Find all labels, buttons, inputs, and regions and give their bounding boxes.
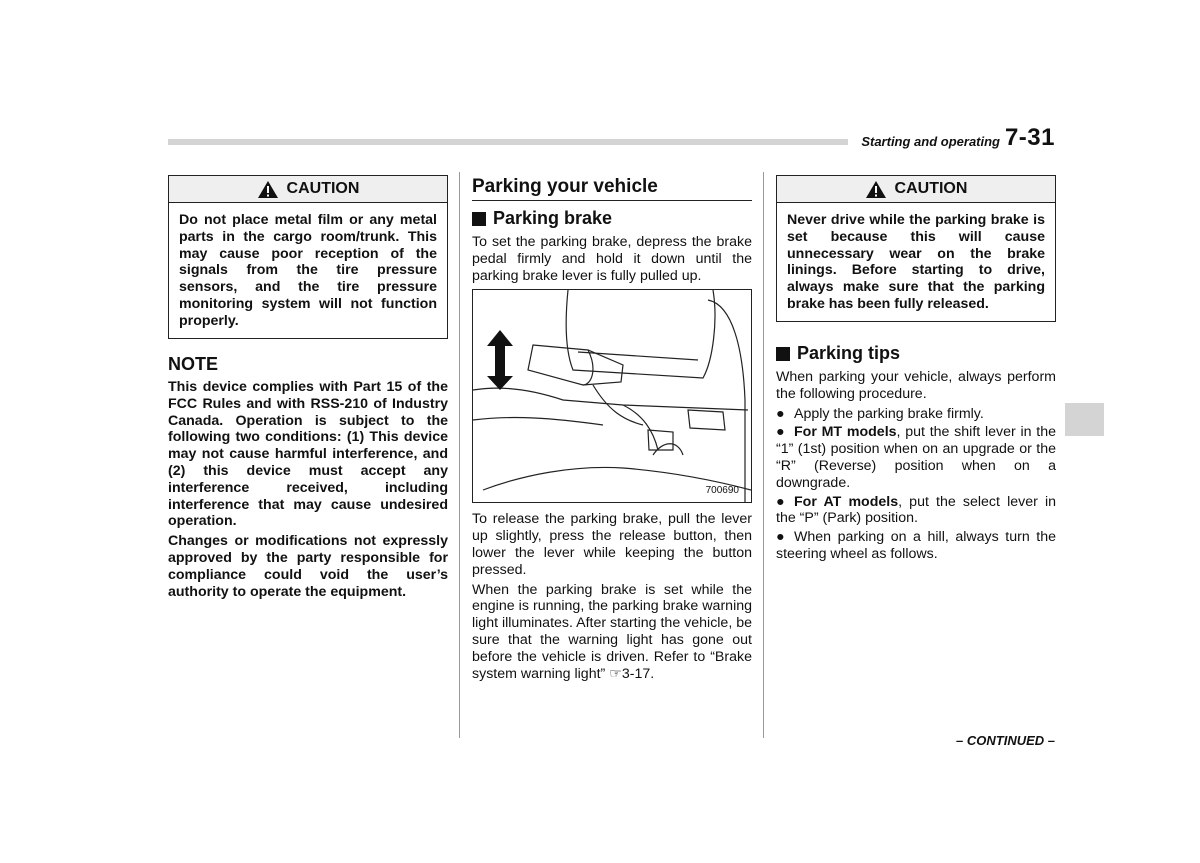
caution-text: Never drive while the parking brake is set because this will cause unnecessary wear on the brake linings. Before starting to drive, always make sure that the parking brake has been fully released.: [787, 212, 1045, 312]
caution-header: [777, 176, 1055, 203]
column-divider-left: [459, 172, 460, 738]
caution-label: CAUTION: [894, 180, 968, 197]
list-item: ● For MT models, put the shift lever in the “1” (1st) position when on an upgrade or the “R” (Reverse) position when on a downgrade.: [776, 424, 1056, 491]
parking-tips-section: [776, 343, 1056, 565]
parking-brake-intro: To set the parking brake, depress the brake pedal firmly and hold it down until the parking brake lever is fully pulled up.: [472, 234, 752, 284]
parking-vehicle-section: [472, 176, 752, 685]
chapter-side-tab: [1065, 403, 1104, 436]
figure-label: 700690: [705, 485, 739, 497]
bullet-icon: ●: [776, 493, 785, 510]
parking-brake-heading: [472, 208, 752, 229]
warning-triangle-icon: [865, 180, 887, 199]
header-rule: [168, 139, 848, 145]
column-divider-right: [763, 172, 764, 738]
list-item: ● For AT models, put the select lever in the “P” (Park) position.: [776, 493, 1056, 527]
parking-brake-figure: [472, 289, 752, 503]
square-bullet-icon: [776, 347, 790, 361]
list-item: ● Apply the parking brake firmly.: [776, 405, 984, 422]
parking-brake-lever-illustration: [473, 290, 751, 502]
page-number: 7-31: [1004, 124, 1055, 151]
caution-label: CAUTION: [286, 180, 360, 197]
caution-box-left: [168, 175, 448, 339]
warning-light-paragraph: When the parking brake is set while the engine is running, the parking brake warning light illuminates. After starting the vehicle, be sure that the warning light has gone out before the vehicle is driven. Refer to “Brake system warning light” ☞3-17.: [472, 581, 752, 682]
parking-tips-title: Parking tips: [797, 343, 901, 363]
list-item: ● When parking on a hill, always turn the steering wheel as follows.: [776, 529, 1056, 562]
bullet-icon: ●: [776, 529, 785, 546]
bullet-icon: ●: [776, 405, 785, 422]
continued-label: – CONTINUED –: [956, 733, 1055, 748]
section-title: Parking your vehicle: [472, 176, 752, 201]
caution-box-right: [776, 175, 1056, 322]
bullet-icon: ●: [776, 424, 785, 441]
square-bullet-icon: [472, 212, 486, 226]
header-section-title: Starting and operating: [861, 134, 1000, 149]
note-paragraph-1: This device complies with Part 15 of the FCC Rules and with RSS-210 of Industry Canada. Operation is subject to the following two conditions: (1) This device may not cause harmful interference, and (2) this device must accept any interference received, including interference that may cause undesired operation.: [168, 379, 448, 530]
caution-text: Do not place metal film or any metal parts in the cargo room/trunk. This may cause poor reception of the signals from the tire pressure sensors, and the tire pressure monitoring system will not function properly.: [179, 212, 437, 329]
parking-tips-intro: When parking your vehicle, always perform the following procedure.: [776, 369, 1056, 402]
release-instructions: To release the parking brake, pull the lever up slightly, press the release button, then lower the lever while keeping the button pressed.: [472, 511, 752, 578]
caution-header: [169, 176, 447, 203]
note-title: NOTE: [168, 354, 219, 374]
note-section: [168, 354, 448, 603]
parking-brake-title: Parking brake: [493, 208, 613, 228]
parking-tips-heading: [776, 343, 1056, 364]
note-paragraph-2: Changes or modifications not expressly approved by the party responsible for compliance could void the user’s authority to operate the equipment.: [168, 533, 448, 600]
warning-triangle-icon: [257, 180, 279, 199]
